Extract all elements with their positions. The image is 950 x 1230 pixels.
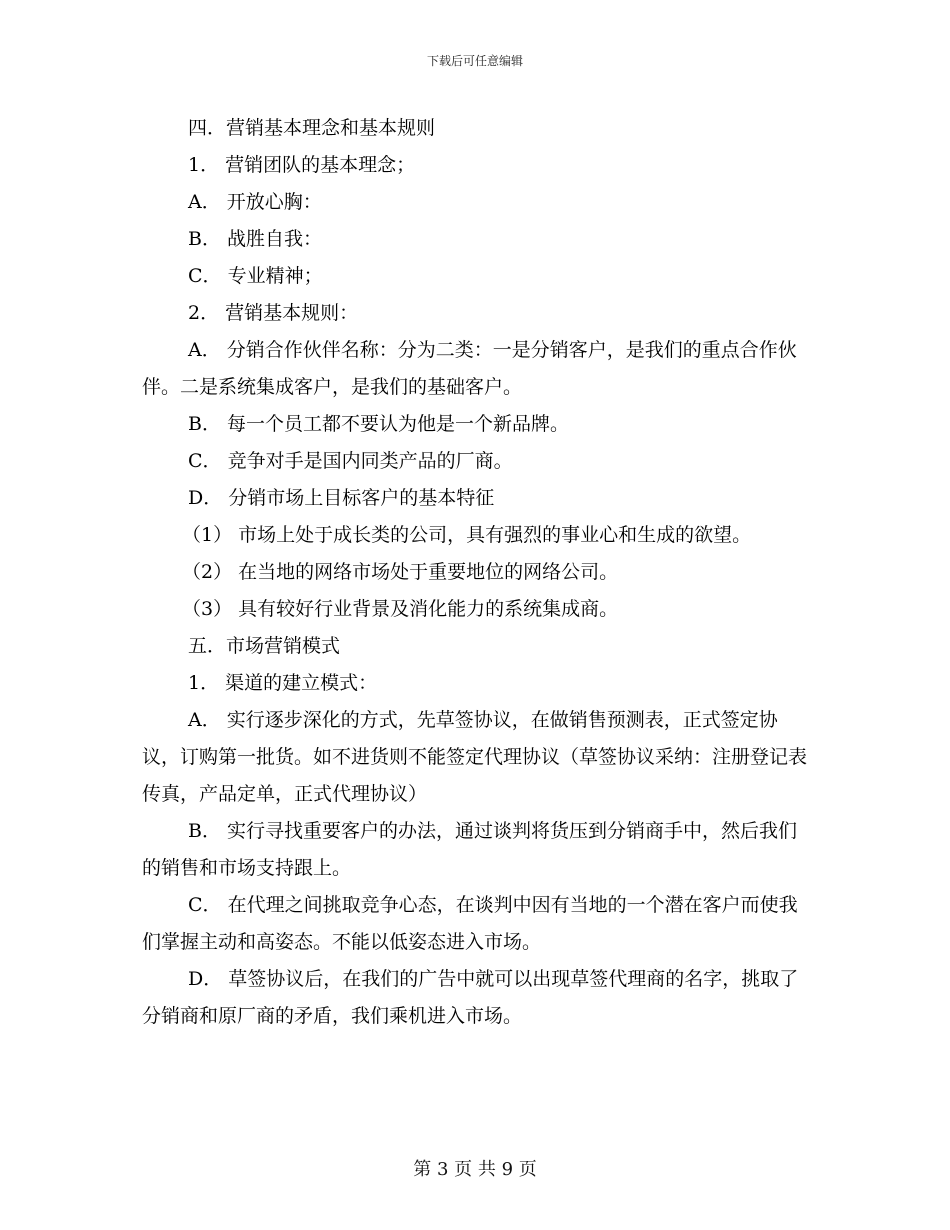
page-header: 下载后可任意编辑 [426, 54, 523, 68]
list-item: A． 开放心胸： [188, 191, 322, 213]
list-item: B． 每一个员工都不要认为他是一个新品牌。 [188, 413, 570, 435]
list-item: 1． 营销团队的基本理念； [188, 154, 416, 176]
list-item: 1． 渠道的建立模式： [188, 672, 378, 694]
sub-list-item: （2） 在当地的网络市场处于重要地位的网络公司。 [182, 561, 619, 583]
paragraph: B． 实行寻找重要客户的办法，通过谈判将货压到分销商手中，然后我们的销售和市场支持跟上。 [142, 820, 798, 879]
sub-list-item: （1） 市场上处于成长类的公司，具有强烈的事业心和生成的欲望。 [182, 524, 752, 546]
list-item: C． 专业精神； [188, 265, 323, 287]
list-item: B． 战胜自我： [188, 228, 323, 250]
sub-list-item: （3） 具有较好行业背景及消化能力的系统集成商。 [182, 598, 619, 620]
page-footer: 第 3 页 共 9 页 [413, 1159, 537, 1180]
list-item: C． 竞争对手是国内同类产品的厂商。 [188, 450, 513, 472]
document-body [142, 110, 810, 1035]
paragraph: D． 草签协议后，在我们的广告中就可以出现草签代理商的名字，挑取了分销商和原厂商的矛盾，我们乘机进入市场。 [142, 968, 799, 1027]
paragraph: A． 分销合作伙伴名称：分为二类：一是分销客户，是我们的重点合作伙伴。二是系统集成客户，是我们的基础客户。 [142, 339, 797, 398]
list-item: D． 分销市场上目标客户的基本特征 [188, 487, 495, 509]
paragraph: C． 在代理之间挑取竞争心态，在谈判中因有当地的一个潜在客户而使我们掌握主动和高姿态。不能以低姿态进入市场。 [142, 894, 798, 953]
section-heading-5: 五．市场营销模式 [188, 635, 341, 657]
paragraph: A． 实行逐步深化的方式，先草签协议，在做销售预测表，正式签定协议，订购第一批货。如不进货则不能签定代理协议（草签协议采纳：注册登记表传真，产品定单，正式代理协议） [142, 709, 808, 805]
list-item: 2． 营销基本规则： [188, 302, 359, 324]
section-heading-4: 四．营销基本理念和基本规则 [188, 117, 436, 139]
